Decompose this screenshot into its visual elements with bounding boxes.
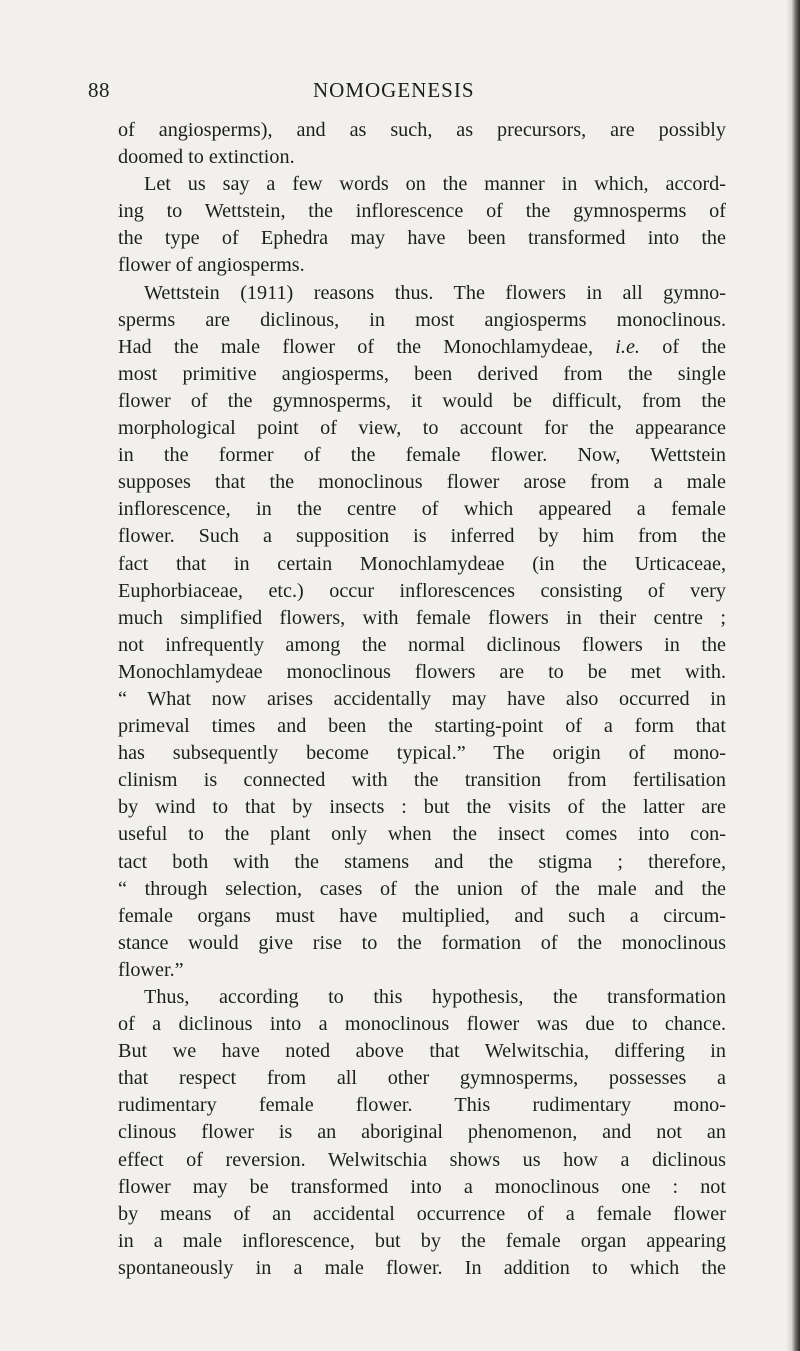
text-line: the type of Ephedra may have been transformed into the bbox=[118, 227, 726, 250]
text-line: supposes that the monoclinous flower arose from a male bbox=[118, 471, 726, 494]
text-line: fact that in certain Monochlamydeae (in the Urticaceae, bbox=[118, 552, 726, 575]
text-line: useful to the plant only when the insect comes into con- bbox=[118, 823, 726, 846]
text-line: primeval times and been the starting-point of a form that bbox=[118, 715, 726, 738]
text-line: inflorescence, in the centre of which appeared a female bbox=[118, 498, 726, 521]
text-line: most primitive angiosperms, been derived from the single bbox=[118, 362, 726, 385]
text-line: of angiosperms), and as such, as precursors, are possibly bbox=[118, 119, 726, 141]
text-line: But we have noted above that Welwitschia, differing in bbox=[118, 1040, 726, 1063]
text-line: Thus, according to this hypothesis, the transformation bbox=[144, 986, 726, 1008]
text-line: clinism is connected with the transition from fertilisation bbox=[118, 769, 726, 792]
text-line: flower of the gymnosperms, it would be difficult, from the bbox=[118, 389, 726, 412]
text-line: by wind to that by insects : but the visits of the latter are bbox=[118, 796, 726, 819]
text-line: Let us say a few words on the manner in which, accord- bbox=[144, 173, 726, 196]
running-head: NOMOGENESIS bbox=[313, 78, 475, 102]
text-line: Monochlamydeae monoclinous flowers are to be met with. bbox=[118, 660, 726, 683]
text-line: of a diclinous into a monoclinous flower was due to chance. bbox=[118, 1013, 726, 1036]
page-header bbox=[88, 78, 718, 108]
text-line: flower may be transformed into a monoclinous one : not bbox=[118, 1175, 726, 1198]
text-line: rudimentary female flower. This rudimentary mono- bbox=[118, 1094, 726, 1117]
page-number: 88 bbox=[88, 78, 110, 102]
text-line: sperms are diclinous, in most angiosperms monoclinous. bbox=[118, 308, 726, 331]
text-line: in the former of the female flower. Now, Wettstein bbox=[118, 444, 726, 467]
text-line: flower. Such a supposition is inferred by him from the bbox=[118, 525, 726, 548]
text-line: “ through selection, cases of the union of the male and the bbox=[118, 877, 726, 900]
text-line: morphological point of view, to account for the appearance bbox=[118, 417, 726, 440]
text-line: stance would give rise to the formation of the monoclinous bbox=[118, 931, 726, 954]
text-line: clinous flower is an aboriginal phenomenon, and not an bbox=[118, 1121, 726, 1144]
text-line: flower.” bbox=[118, 958, 184, 981]
text-line: not infrequently among the normal diclinous flowers in the bbox=[118, 633, 726, 656]
text-line: ing to Wettstein, the inflorescence of the gymnosperms of bbox=[118, 200, 726, 223]
text-line: has subsequently become typical.” The origin of mono- bbox=[118, 742, 726, 765]
text-line: “ What now arises accidentally may have also occurred in bbox=[118, 687, 726, 710]
text-line: by means of an accidental occurrence of a female flower bbox=[118, 1202, 726, 1225]
text-line: Had the male flower of the Monochlamydeae, i.e. of the bbox=[118, 335, 726, 358]
text-line: female organs must have multiplied, and such a circum- bbox=[118, 904, 726, 927]
text-line: effect of reversion. Welwitschia shows us how a diclinous bbox=[118, 1148, 726, 1171]
text-line: doomed to extinction. bbox=[118, 146, 295, 169]
text-line: Wettstein (1911) reasons thus. The flowers in all gymno- bbox=[144, 281, 726, 304]
text-line: Euphorbiaceae, etc.) occur inflorescences consisting of very bbox=[118, 579, 726, 602]
page-edge-shadow bbox=[786, 0, 800, 1351]
text-line: in a male inflorescence, but by the female organ appearing bbox=[118, 1229, 726, 1252]
body-text bbox=[118, 117, 726, 1282]
text-line: tact both with the stamens and the stigma ; therefore, bbox=[118, 850, 726, 873]
text-line: that respect from all other gymnosperms, possesses a bbox=[118, 1067, 726, 1090]
text-line: spontaneously in a male flower. In addition to which the bbox=[118, 1256, 726, 1279]
text-line: much simplified flowers, with female flowers in their centre ; bbox=[118, 606, 726, 629]
text-line: flower of angiosperms. bbox=[118, 254, 305, 277]
